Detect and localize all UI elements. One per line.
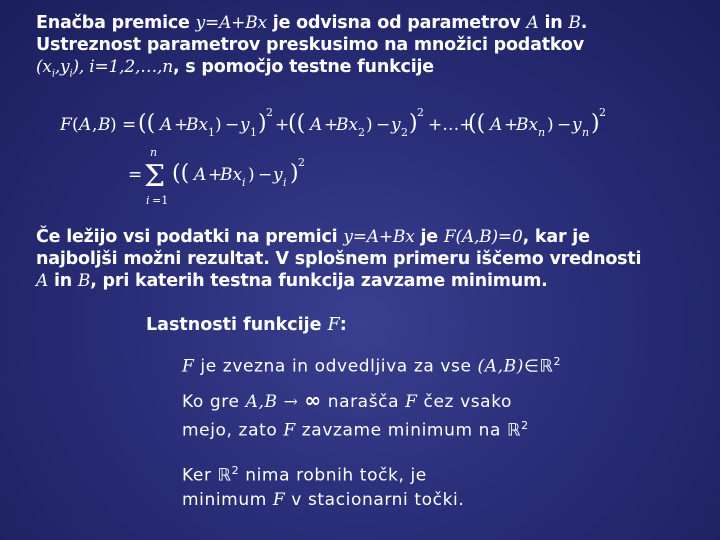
svg-text:2: 2 <box>266 106 273 119</box>
svg-text:−: − <box>225 115 240 135</box>
svg-text:−: − <box>376 115 391 135</box>
conclusion-line-3: A in B, pri katerih testna funkcija zavzame minimum. <box>36 271 548 291</box>
formula-row-1 <box>60 106 606 139</box>
svg-text:): ) <box>215 115 222 135</box>
svg-text:F: F <box>60 115 72 135</box>
property-continuity: F je zvezna in odvedljiva za vse (A,B)∈ℝ$^2$ <box>182 355 562 377</box>
svg-text:−: − <box>258 165 273 185</box>
formula-row-2 <box>128 146 305 207</box>
svg-text:((: (( <box>468 111 486 136</box>
svg-text:((: (( <box>172 161 190 186</box>
param-A: A <box>526 13 539 33</box>
svg-text:Σ: Σ <box>144 159 166 194</box>
intro-text: in <box>538 13 569 33</box>
svg-text:Bx: Bx <box>516 115 539 135</box>
svg-text:1: 1 <box>208 126 215 139</box>
svg-text:Bx: Bx <box>336 115 359 135</box>
svg-text:(: ( <box>72 115 79 135</box>
svg-text:A: A <box>490 115 503 135</box>
svg-text:B: B <box>98 115 111 135</box>
property-stationary: Ker ℝ$^2$ nima robnih točk, je minimum F v stacionarni točki. <box>182 464 465 510</box>
svg-text:A: A <box>194 165 207 185</box>
svg-text:Bx: Bx <box>186 115 209 135</box>
svg-text:i: i <box>283 176 287 189</box>
svg-text:A: A <box>310 115 323 135</box>
svg-text:): ) <box>409 111 418 136</box>
conclusion-line-2: najboljši možni rezultat. V splošnem primeru iščemo vrednosti <box>36 249 642 269</box>
svg-text:+: + <box>504 115 519 135</box>
intro-line-1 <box>36 12 696 34</box>
svg-text:,: , <box>92 115 98 135</box>
param-B: B <box>77 271 91 291</box>
svg-text:A: A <box>160 115 173 135</box>
infinity-symbol: ∞ <box>304 388 322 412</box>
svg-text:): ) <box>258 111 267 136</box>
svg-text:): ) <box>547 115 554 135</box>
svg-text:n: n <box>150 146 158 159</box>
svg-text:+: + <box>208 165 223 185</box>
intro-line-3 <box>36 56 696 85</box>
properties-heading: Lastnosti funkcije F: <box>146 315 347 335</box>
test-function-formula <box>60 104 660 214</box>
svg-text:2: 2 <box>401 126 408 139</box>
svg-text:2: 2 <box>358 126 365 139</box>
svg-text:2: 2 <box>417 106 424 119</box>
svg-text:) =: ) = <box>110 115 137 135</box>
svg-text:2: 2 <box>298 156 305 169</box>
svg-text:+: + <box>275 115 290 135</box>
data-pairs: $(x_i,y_i)$, <box>36 57 90 80</box>
svg-text:+: + <box>174 115 189 135</box>
conclusion-paragraph <box>36 226 696 292</box>
svg-text:A: A <box>79 115 92 135</box>
property-growth: Ko gre A,B → ∞ narašča F čez vsako mejo, zato F zavzame minimum na ℝ$^2$ <box>182 388 529 441</box>
svg-text:=1: =1 <box>152 194 169 207</box>
svg-text:i: i <box>146 194 150 207</box>
intro-text: je odvisna od parametrov <box>266 13 527 33</box>
svg-text:((: (( <box>138 111 156 136</box>
conclusion-line-1: Če ležijo vsi podatki na premici y=A+Bx je F(A,B)=0, kar je <box>36 227 590 247</box>
line-equation: y=A+Bx <box>195 13 267 33</box>
svg-text:n: n <box>582 126 590 139</box>
intro-line-2: Ustreznost parametrov preskusimo na množici podatkov <box>36 35 584 55</box>
svg-text:−: − <box>557 115 572 135</box>
svg-text:y: y <box>572 115 582 135</box>
param-B: B <box>568 13 581 33</box>
svg-text:+…+: +…+ <box>428 115 474 135</box>
param-A: A <box>36 271 49 291</box>
svg-text:1: 1 <box>250 126 257 139</box>
svg-text:y: y <box>240 115 250 135</box>
intro-text: . <box>580 13 588 33</box>
zero-condition: F(A,B)=0 <box>443 227 523 247</box>
svg-text:): ) <box>248 165 255 185</box>
svg-text:): ) <box>591 111 600 136</box>
svg-text:y: y <box>391 115 401 135</box>
svg-text:n: n <box>538 126 546 139</box>
svg-text:2: 2 <box>599 106 606 119</box>
line-equation: y=A+Bx <box>343 227 415 247</box>
intro-text: , s pomočjo testne funkcije <box>172 57 434 77</box>
svg-text:i: i <box>242 176 246 189</box>
svg-text:((: (( <box>288 111 306 136</box>
svg-text:): ) <box>290 161 299 186</box>
index-range: i=1,2,…,n <box>89 57 173 77</box>
svg-text:=: = <box>128 165 143 185</box>
svg-text:Bx: Bx <box>220 165 243 185</box>
svg-text:y: y <box>273 165 283 185</box>
svg-text:+: + <box>324 115 339 135</box>
intro-paragraph <box>36 12 696 85</box>
svg-text:): ) <box>366 115 373 135</box>
intro-text: Enačba premice <box>36 13 196 33</box>
